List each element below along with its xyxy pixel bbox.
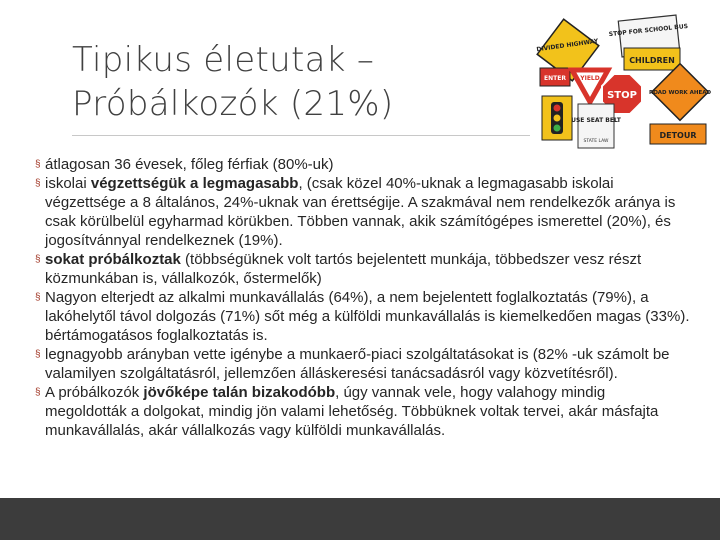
text-run: A próbálkozók (45, 384, 144, 401)
bullet-marker: § (35, 254, 41, 265)
seat-belt-sign (571, 104, 622, 148)
bullet-paragraph (35, 250, 690, 288)
svg-text:STATE LAW: STATE LAW (583, 139, 609, 144)
bullet-paragraph (35, 383, 690, 440)
bullet-marker: § (35, 178, 41, 189)
title-line-1: Tipikus életutak – (72, 40, 375, 80)
svg-text:DETOUR: DETOUR (659, 131, 697, 140)
svg-text:ROAD WORK AHEAD: ROAD WORK AHEAD (648, 90, 712, 96)
bullet-paragraph (35, 155, 690, 174)
text-run: , úgy vannak vele, hogy valahogy mindig megoldották a dolgokat, mindig jön valami lehetőség. Többüknek voltak tervei, akár másfajta munkavállalás, akár vállalkozás vagy külföldi munkavállalás. (45, 384, 659, 439)
bullet-marker: § (35, 349, 41, 360)
text-run: (többségüknek volt tartós bejelentett munkája, többedszer vesz részt közmunkában is, vállalkozók, őstermelők) (45, 251, 642, 287)
text-run: legnagyobb arányban vette igénybe a munkaerő-piaci szolgáltatásokat is (82% -uk számolt be valamilyen szolgáltatásról, jellemzően álláskeresési tanácsadásról vagy közvetítésről). (45, 346, 670, 382)
road-work-sign (649, 64, 712, 121)
slide-body (35, 155, 690, 440)
bullet-marker: § (35, 292, 41, 303)
text-run: iskolai (45, 175, 91, 192)
traffic-signs-image (532, 12, 712, 152)
bold-run: végzettségük a legmagasabb (90, 175, 299, 192)
bullet-marker: § (35, 159, 41, 170)
svg-text:STOP FOR SCHOOL BUS: STOP FOR SCHOOL BUS (608, 22, 689, 39)
svg-text:STOP: STOP (607, 90, 637, 101)
title-divider (72, 135, 530, 136)
bold-run: jövőképe talán bizakodóbb (143, 384, 336, 401)
enter-sign (540, 68, 570, 86)
title-line-2: Próbálkozók (21%) (72, 84, 394, 124)
traffic-light-sign (542, 96, 572, 140)
bold-run: sokat próbálkoztak (45, 251, 181, 268)
children-sign (624, 48, 680, 70)
detour-sign (650, 124, 706, 144)
bullet-paragraph (35, 288, 690, 345)
text-run: , (csak közel 40%-uknak a legmagasabb iskolai végzettsége a 8 általános, 24%-uknak van érettségije. A szakmával nem rendelkezők aránya is csak körülbelül egyharmad körükben. Többen vannak, akik számítógépes ismerettel (20%), és jogosítvánnyal rendelkeznek (19%). (45, 175, 676, 249)
svg-text:DIVIDED HIGHWAY: DIVIDED HIGHWAY (536, 37, 599, 54)
bullet-paragraph (35, 174, 690, 250)
text-run: átlagosan 36 évesek, főleg férfiak (80%-uk) (45, 156, 334, 173)
svg-text:ENTER: ENTER (544, 75, 566, 82)
svg-text:USE SEAT BELT: USE SEAT BELT (571, 117, 621, 124)
slide-title (72, 38, 512, 126)
bullet-marker: § (35, 387, 41, 398)
bullet-paragraph (35, 345, 690, 383)
text-run: Nagyon elterjedt az alkalmi munkavállalás (64%), a nem bejelentett foglalkoztatás (79%), a lakóhelytől távol dolgozás (71%) sőt még a külföldi munkavállalás is kiemelkedően magas (33%). bértámogatásos foglalkoztatás is. (45, 289, 690, 344)
svg-text:CHILDREN: CHILDREN (629, 56, 675, 65)
svg-text:YIELD: YIELD (580, 75, 600, 82)
footer-bar (0, 498, 720, 540)
